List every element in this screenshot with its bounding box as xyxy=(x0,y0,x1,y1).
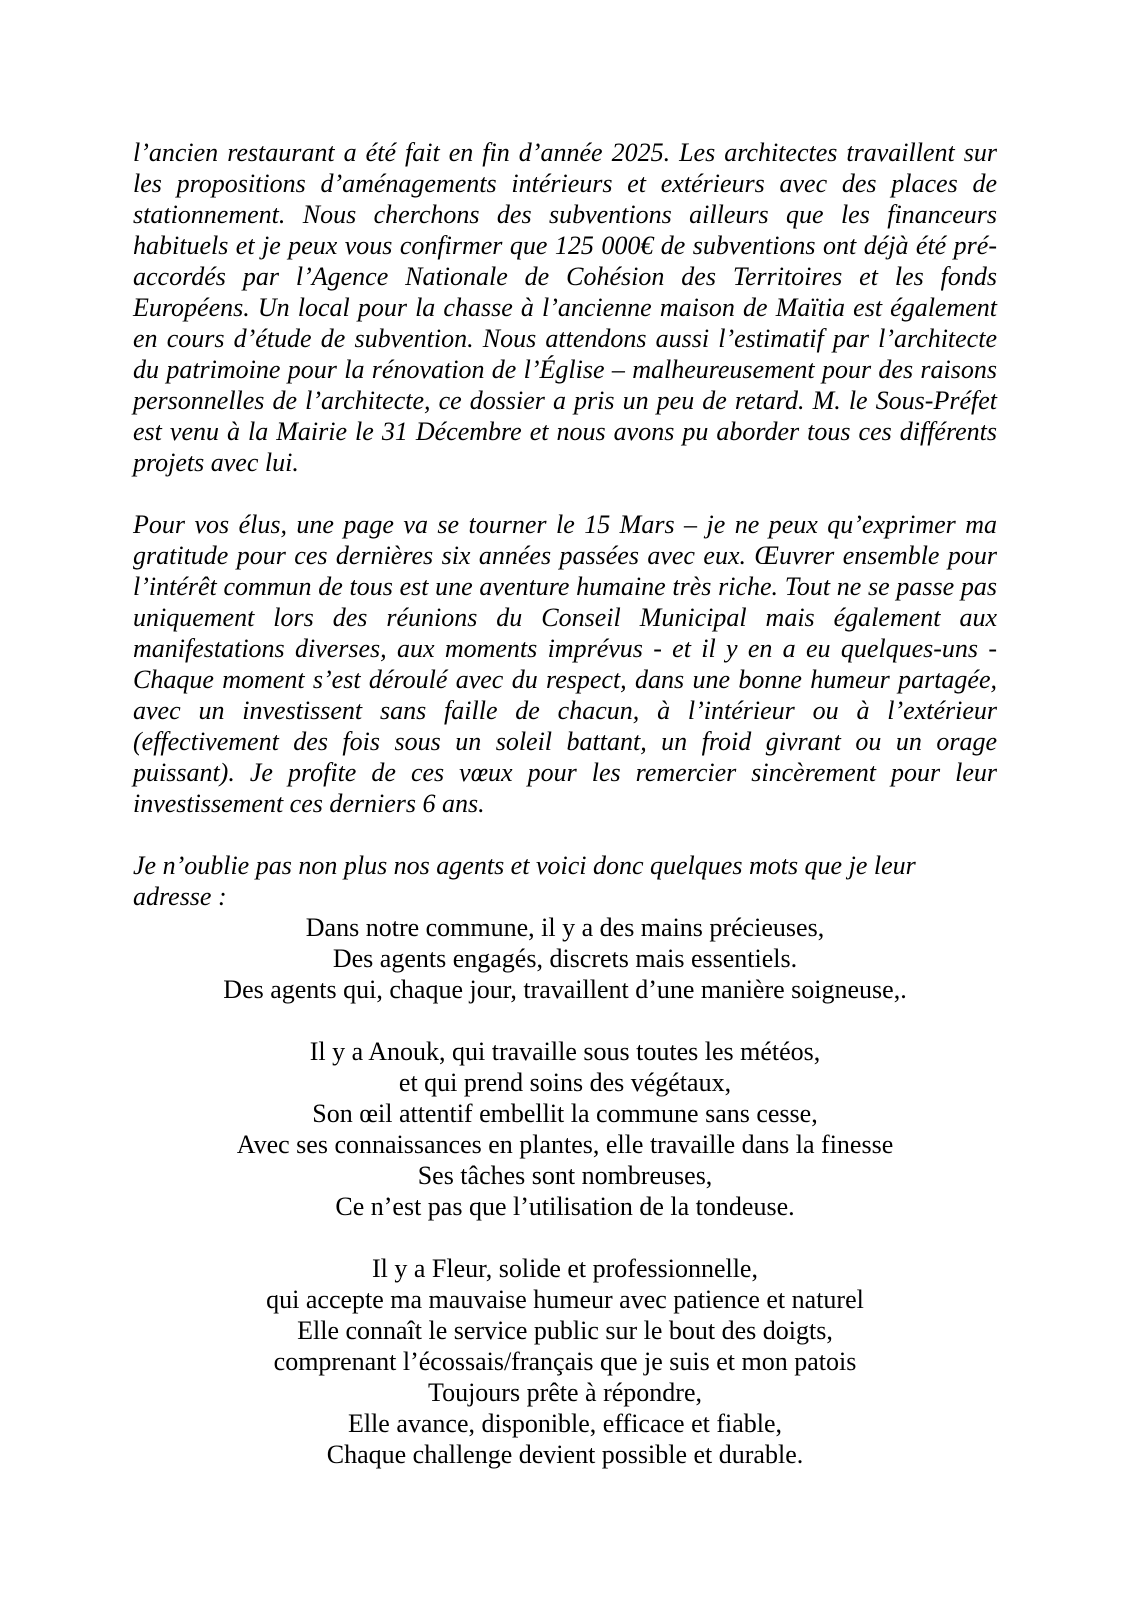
poem-line: Elle avance, disponible, efficace et fiable, xyxy=(347,1409,783,1438)
poem-line: Dans notre commune, il y a des mains précieuses, xyxy=(305,913,825,942)
document-page xyxy=(133,137,997,1470)
poem-line: Il y a Anouk, qui travaille sous toutes les météos, xyxy=(309,1037,821,1066)
poem-line: Ses tâches sont nombreuses, xyxy=(417,1161,713,1190)
poem-line: qui accepte ma mauvaise humeur avec patience et naturel xyxy=(266,1285,864,1314)
paragraph-agents-intro: Je n’oublie pas non plus nos agents et voici donc quelques mots que je leur adresse : xyxy=(133,851,916,911)
poem-line: Des agents engagés, discrets mais essentiels. xyxy=(332,944,798,973)
poem-line: Il y a Fleur, solide et professionnelle, xyxy=(372,1254,758,1283)
poem-line: Chaque challenge devient possible et durable. xyxy=(326,1440,804,1469)
poem-line: Elle connaît le service public sur le bout des doigts, xyxy=(297,1316,833,1345)
poem xyxy=(133,912,997,1470)
poem-line: Ce n’est pas que l’utilisation de la tondeuse. xyxy=(335,1192,795,1221)
paragraph-restaurant-subventions: l’ancien restaurant a été fait en fin d’année 2025. Les architectes travaillent sur les propositions d’aménagements intérieurs et extérieurs avec des places de stationnement. Nous cherchons des subventions ailleurs que les financeurs habituels et je peux vous confirmer que 125 000€ de subventions ont déjà été pré-accordés par l’Agence Nationale de Cohésion des Territoires et les fonds Européens. Un local pour la chasse à l’ancienne maison de Maïtia est également en cours d’étude de subvention. Nous attendons aussi l’estimatif par l’architecte du patrimoine pour la rénovation de l’Église – malheureusement pour des raisons personnelles de l’architecte, ce dossier a pris un peu de retard. M. le Sous-Préfet est venu à la Mairie le 31 Décembre et nous avons pu aborder tous ces différents projets avec lui. xyxy=(133,138,997,477)
poem-line: comprenant l’écossais/français que je suis et mon patois xyxy=(273,1347,857,1376)
poem-line: Toujours prête à répondre, xyxy=(428,1378,702,1407)
poem-stanza-fleur xyxy=(133,1253,997,1470)
poem-line: et qui prend soins des végétaux, xyxy=(398,1068,732,1097)
poem-line: Avec ses connaissances en plantes, elle travaille dans la finesse xyxy=(236,1130,894,1159)
poem-line: Son œil attentif embellit la commune sans cesse, xyxy=(312,1099,818,1128)
poem-line: Des agents qui, chaque jour, travaillent d’une manière soigneuse,. xyxy=(223,975,907,1004)
poem-stanza-agents xyxy=(133,912,997,1005)
paragraph-elus-gratitude: Pour vos élus, une page va se tourner le 15 Mars – je ne peux qu’exprimer ma gratitude pour ces dernières six années passées avec eux. Œuvrer ensemble pour l’intérêt commun de tous est une aventure humaine très riche. Tout ne se passe pas uniquement lors des réunions du Conseil Municipal mais également aux manifestations diverses, aux moments imprévus - et il y en a eu quelques-uns - Chaque moment s’est déroulé avec du respect, dans une bonne humeur partagée, avec un investissent sans faille de chacun, à l’intérieur ou à l’extérieur (effectivement des fois sous un soleil battant, un froid givrant ou un orage puissant). Je profite de ces vœux pour les remercier sincèrement pour leur investissement ces derniers 6 ans. xyxy=(133,510,997,818)
poem-stanza-anouk xyxy=(133,1036,997,1222)
